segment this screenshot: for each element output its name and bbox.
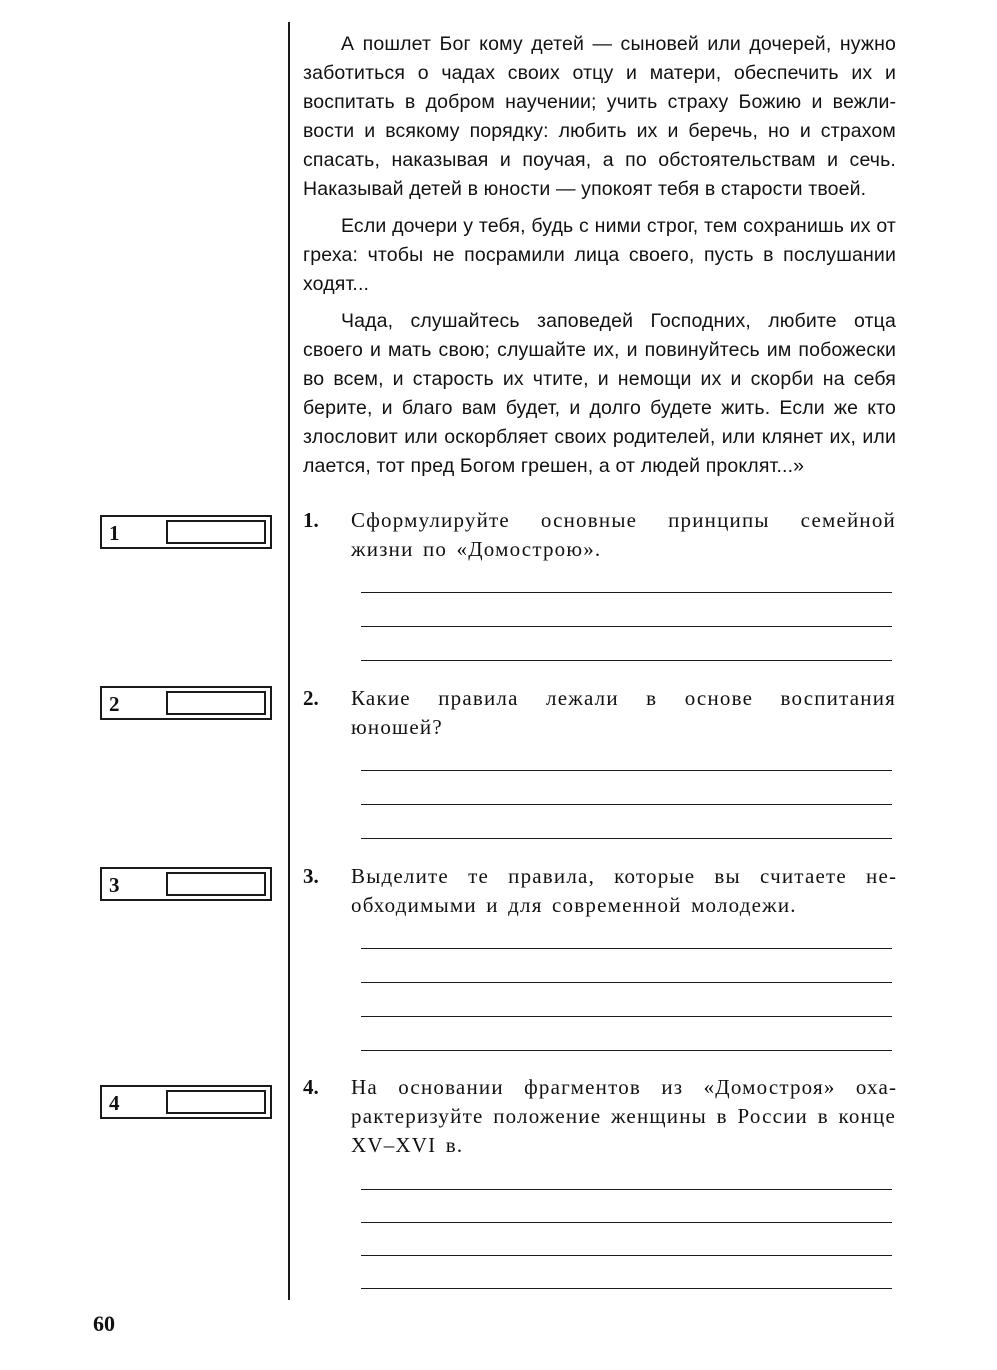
answer-line[interactable] xyxy=(361,804,892,805)
answer-line[interactable] xyxy=(361,1189,892,1190)
score-box-3 xyxy=(100,867,272,901)
question-number: 4. xyxy=(303,1075,319,1099)
score-box-number: 3 xyxy=(109,873,120,897)
page-number: 60 xyxy=(93,1311,115,1336)
question-number: 1. xyxy=(303,508,319,532)
score-entry-cell[interactable] xyxy=(166,1090,266,1114)
question-number: 2. xyxy=(303,686,319,710)
score-box-number: 2 xyxy=(109,692,120,716)
answer-line[interactable] xyxy=(361,626,892,627)
answer-line[interactable] xyxy=(361,1050,892,1051)
score-box-2 xyxy=(100,686,272,720)
score-entry-cell[interactable] xyxy=(166,691,266,715)
answer-line[interactable] xyxy=(361,982,892,983)
question-text: Какие правила лежали в основе воспитания юношей? xyxy=(351,686,896,739)
question-3 xyxy=(303,862,896,920)
answer-line[interactable] xyxy=(361,1016,892,1017)
margin-divider-line xyxy=(288,22,290,1300)
score-box-number: 1 xyxy=(109,521,120,545)
question-text: Сформулируйте основные принципы семейной жизни по «Домострою». xyxy=(351,508,896,561)
score-box-number: 4 xyxy=(109,1091,120,1115)
answer-line[interactable] xyxy=(361,1255,892,1256)
question-4 xyxy=(303,1073,896,1160)
answer-line[interactable] xyxy=(361,770,892,771)
reading-paragraph-1: А пошлет Бог кому детей — сыновей или дочерей, нужно заботиться о чадах своих отцу и матери, обеспечить их и воспитать в добром научении; учить страху Божию и вежливости и всякому порядку: любить их и беречь, но и страхом спасать, наказывая и поучая, а по обстоятельствам и сечь. Наказывай детей в юности — упокоят тебя в старости твоей. xyxy=(303,33,896,200)
answer-line[interactable] xyxy=(361,1288,892,1289)
reading-paragraph-2: Если дочери у тебя, будь с ними строг, тем сохранишь их от греха: чтобы не посрамили лица своего, пусть в послушании ходят... xyxy=(303,215,896,295)
question-2 xyxy=(303,684,896,742)
score-entry-cell[interactable] xyxy=(166,520,266,544)
score-box-4 xyxy=(100,1085,272,1119)
question-number: 3. xyxy=(303,864,319,888)
question-text: Выделите те правила, которые вы считаете необходимыми и для современной молодежи. xyxy=(351,864,896,917)
question-1 xyxy=(303,506,896,564)
score-entry-cell[interactable] xyxy=(166,872,266,896)
answer-line[interactable] xyxy=(361,1222,892,1223)
reading-paragraph-3: Чада, слушайтесь заповедей Господних, любите отца своего и мать свою; слушайте их, и повинуйтесь им побожески во всем, и старость их чтите, и немощи их и скорби на себя берите, и благо вам будет, и долго будете жить. Если же кто злословит или оскорбляет своих родителей, или клянет их, или лается, тот пред Богом грешен, а от людей проклят...» xyxy=(303,310,896,477)
answer-line[interactable] xyxy=(361,592,892,593)
answer-line[interactable] xyxy=(361,660,892,661)
reading-excerpt xyxy=(303,30,896,489)
score-box-1 xyxy=(100,515,272,549)
answer-line[interactable] xyxy=(361,838,892,839)
question-text: На основании фрагментов из «Домостроя» охарактеризуйте положение женщины в России в конце XV–XVI в. xyxy=(351,1075,896,1157)
answer-line[interactable] xyxy=(361,948,892,949)
